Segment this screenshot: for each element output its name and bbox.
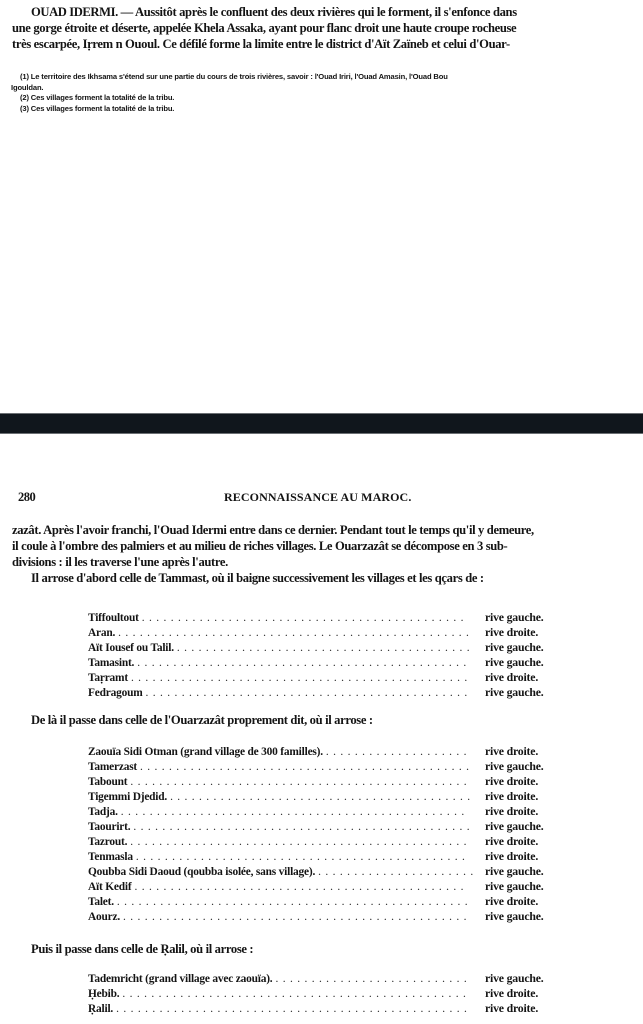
village-name: Fedragoum [88, 687, 143, 699]
running-header [0, 490, 643, 506]
footnote-1: (1) Le territoire des Ikhsama s'étend sur une partie du cours de trois rivières, savoir : l'Ouad Iriri, l'Ouad Amasin, l'Ouad Bou [20, 72, 448, 81]
river-bank: rive gauche. [485, 909, 544, 923]
paragraph-line [12, 4, 632, 20]
river-bank: rive droite. [485, 625, 539, 639]
village-name: Aourz. [88, 911, 121, 923]
dot-leader: .............................................. [134, 881, 468, 893]
river-bank: rive droite. [485, 849, 539, 863]
village-name: Tigemmi Djedid. [88, 791, 168, 803]
river-bank: rive gauche. [485, 971, 544, 985]
village-list-ralil [88, 971, 563, 1016]
dot-leader: ............................................... [130, 836, 471, 848]
village-row [88, 625, 563, 640]
village-row [88, 640, 563, 655]
village-row [88, 670, 563, 685]
dot-leader: .............................................. [140, 761, 474, 773]
dot-leader: ................................................. [116, 1003, 472, 1015]
river-bank: rive droite. [485, 670, 539, 684]
paragraph-line: divisions : il les traverse l'une après l'autre. [12, 555, 228, 569]
river-bank: rive droite. [485, 804, 539, 818]
river-bank: rive gauche. [485, 640, 544, 654]
paragraph-line: Il arrose d'abord celle de Tammast, où il baigne successivement les villages et les qçars de : [31, 571, 484, 585]
village-name: Zaouïa Sidi Otman (grand village de 300 familles). [88, 746, 323, 758]
dot-leader: .............................................. [135, 851, 470, 863]
dot-leader: ............................................... [130, 776, 471, 788]
ouad-idermi-paragraph [12, 4, 632, 52]
village-name: Ṛalil. [88, 1003, 114, 1015]
village-row [88, 894, 563, 909]
section-intro-ouarzazat [12, 712, 632, 728]
dot-leader: ................................................ [122, 988, 471, 1000]
village-row [88, 834, 563, 849]
village-row [88, 774, 563, 789]
page-divider-bar [0, 413, 643, 434]
village-name: Tiffoultout [88, 612, 139, 624]
paragraph-line: De là il passe dans celle de l'Ouarzazât proprement dit, où il arrose : [31, 713, 373, 727]
village-list-ouarzazat [88, 744, 563, 924]
running-title: RECONNAISSANCE AU MAROC. [224, 490, 412, 504]
river-bank: rive gauche. [485, 610, 544, 624]
dot-leader: ........................... [275, 973, 472, 985]
village-name: Aran. [88, 627, 116, 639]
paragraph-line: zazât. Après l'avoir franchi, l'Ouad Idermi entre dans ce dernier. Pendant tout le temps qu'il y demeure, [12, 523, 534, 537]
river-bank: rive gauche. [485, 655, 544, 669]
river-bank: rive droite. [485, 986, 539, 1000]
village-name: Aït Iousef ou Talil. [88, 642, 174, 654]
dot-leader: ................................................ [123, 911, 471, 923]
paragraph-text: — Aussitôt après le confluent des deux rivières qui le forment, il s'enfonce dans [117, 5, 517, 19]
footnotes [11, 72, 636, 114]
village-name: Tenmasla [88, 851, 133, 863]
village-name: Tadja. [88, 806, 118, 818]
footnote-2: (2) Ces villages forment la totalité de la tribu. [20, 93, 175, 102]
village-row [88, 909, 563, 924]
dot-leader: ............................................. [141, 612, 468, 624]
village-name: Tabount [88, 776, 128, 788]
dot-leader: ............................................. [145, 687, 472, 699]
village-row [88, 1001, 563, 1016]
village-row [88, 804, 563, 819]
river-bank: rive droite. [485, 894, 539, 908]
village-row [88, 971, 563, 986]
village-row [88, 759, 563, 774]
village-row [88, 986, 563, 1001]
river-bank: rive droite. [485, 774, 539, 788]
village-row [88, 864, 563, 879]
village-name: Taṛramt [88, 672, 128, 684]
dot-leader: ................................................. [118, 627, 474, 639]
river-bank: rive gauche. [485, 685, 544, 699]
river-bank: rive gauche. [485, 819, 544, 833]
page-number: 280 [18, 490, 36, 504]
dot-leader: ...................... [318, 866, 478, 878]
dot-leader: .................... [325, 746, 471, 758]
village-row [88, 789, 563, 804]
dot-leader: .......................................... [170, 791, 475, 803]
village-name: Tademricht (grand village avec zaouïa). [88, 973, 273, 985]
dot-leader: .............................................. [137, 657, 471, 669]
village-name: Tamasint. [88, 657, 135, 669]
river-bank: rive droite. [485, 744, 539, 758]
river-bank: rive gauche. [485, 864, 544, 878]
paragraph-line: une gorge étroite et déserte, appelée Khela Assaka, ayant pour flanc droit une haute croupe rocheuse [12, 21, 517, 35]
village-row [88, 879, 563, 894]
river-bank: rive droite. [485, 1001, 539, 1015]
village-row [88, 685, 563, 700]
dot-leader: ................................................ [120, 806, 469, 818]
village-row [88, 849, 563, 864]
village-name: Taourirt. [88, 821, 131, 833]
dot-leader: ......................................... [176, 642, 475, 654]
village-name: Qoubba Sidi Daoud (qoubba isolée, sans village). [88, 866, 316, 878]
river-bank: rive gauche. [485, 759, 544, 773]
dot-leader: ................................................. [116, 896, 473, 908]
footnote-3: (3) Ces villages forment la totalité de la tribu. [20, 103, 175, 113]
river-bank: rive gauche. [485, 879, 544, 893]
intro-paragraph [12, 522, 632, 586]
river-bank: rive droite. [485, 789, 539, 803]
village-name: Ḥebib. [88, 988, 120, 1000]
river-bank: rive droite. [485, 834, 539, 848]
dot-leader: ............................................... [133, 821, 475, 833]
paragraph-line: Puis il passe dans celle de Ṛalil, où il arrose : [31, 942, 254, 956]
village-name: Tazrout. [88, 836, 128, 848]
village-list-tammast [88, 610, 563, 700]
paragraph-line: très escarpée, Iṛrem n Ououl. Ce défilé forme la limite entre le district d'Aït Zaïneb et celui d'Ouar- [12, 37, 510, 51]
village-row [88, 744, 563, 759]
village-row [88, 655, 563, 670]
footnote-1-continued: Igouldan. [11, 82, 44, 92]
village-name: Tamerzast [88, 761, 138, 773]
dot-leader: ............................................... [130, 672, 472, 684]
village-row [88, 610, 563, 625]
village-name: Aït Kedif [88, 881, 132, 893]
section-heading: OUAD IDERMI. [31, 5, 118, 19]
paragraph-line: il coule à l'ombre des palmiers et au milieu de riches villages. Le Ouarzazât se décompose en 3 sub- [12, 539, 508, 553]
village-row [88, 819, 563, 834]
village-name: Talet. [88, 896, 114, 908]
section-intro-ralil [12, 941, 632, 957]
